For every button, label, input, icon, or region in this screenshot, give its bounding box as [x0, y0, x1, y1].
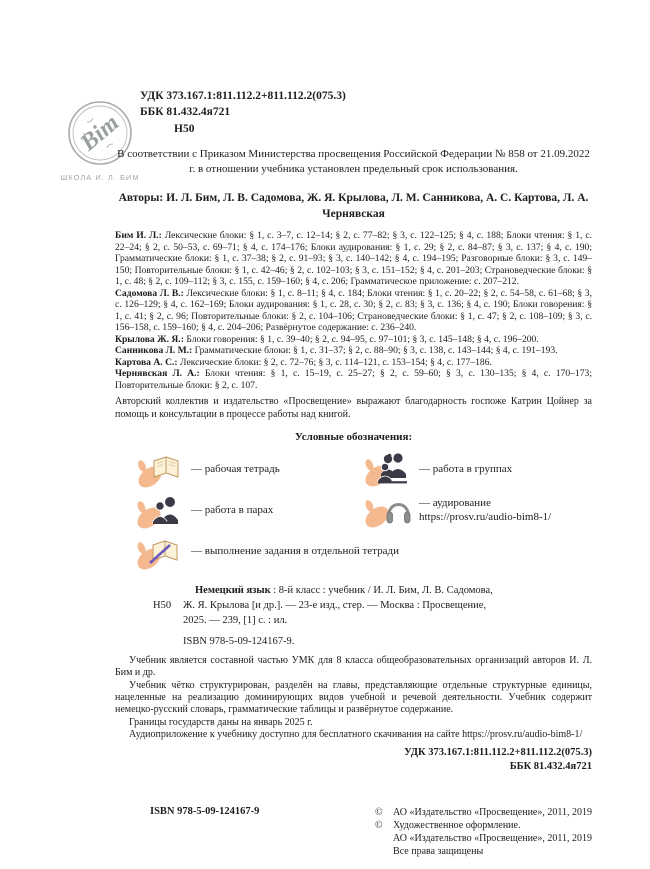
card-line-1-rest: : 8-й класс : учебник / И. Л. Бим, Л. В. Садомова, — [270, 585, 493, 597]
legend-audio-url: https://prosv.ru/audio-bim8-1/ — [419, 511, 552, 524]
copyright-line — [375, 845, 592, 858]
footer — [115, 806, 592, 858]
annotation-block — [115, 655, 592, 742]
legend-label: — выполнение задания в отдельной тетради — [191, 544, 399, 557]
copyright-text: Все права защищены — [393, 845, 484, 857]
legend-item-audio — [365, 491, 592, 529]
group-work-icon — [365, 450, 411, 488]
credit-text: Лексические блоки: § 1, с. 8–11; § 4, с. 184; Блоки чтения: § 1, с. 20–22; § 2, с. 54–58, с. 61–68; § 3, с. 126–129; § 4, с. 162–169; Блоки аудирования: § 1, с. 28, с. 30; § 2, с. 83; § 3, с. 136; § 4, с. 190; Блоки говорения: § 1, с. 41; § 2, с. 96; Повторительные блоки: § 2, с. 104–106; Страноведческие блоки: § 1, с. 47; § 2, с. 108–109; § 3, с. 156–158, с. 159–160; § 4, с. 204–206; Развёрнутое содержание: с. 236–240. — [115, 287, 592, 334]
copyright-text: АО «Издательство «Просвещение», 2011, 2019 — [393, 832, 592, 844]
credit-author-name: Крылова Ж. Я.: — [115, 333, 184, 345]
authors-names: И. Л. Бим, Л. В. Садомова, Ж. Я. Крылова, Л. М. Санникова, А. С. Картова, Л. А. Чернявская — [166, 191, 589, 221]
credit-sannikova — [115, 345, 592, 357]
audio-headphones-icon — [365, 491, 411, 529]
card-line-2-text: Ж. Я. Крылова [и др.]. — 23-е изд., стер. — Москва : Просвещение, — [183, 600, 487, 612]
credit-author-name: Чернявская Л. А.: — [115, 368, 200, 380]
copyright-block — [375, 806, 592, 858]
copyright-line — [375, 806, 592, 819]
annotation-borders: Границы государств даны на январь 2025 г. — [129, 716, 313, 728]
annotation-structure: Учебник чётко структурирован, разделён на главы, представляющие отдельные структурные единицы, нацеленные на реализацию доминирующих видов учебной и речевой деятельности. Учебник содержит немецко-русский словарь, грамматические таблицы и развёрнутое содержание. — [115, 679, 592, 716]
udk-line-bottom: УДК 373.167.1:811.112.2+811.112.2(075.3) — [404, 746, 592, 758]
credit-author-name: Садомова Л. В.: — [115, 287, 184, 299]
bbk-line: ББК 81.432.4я721 — [140, 106, 231, 119]
pair-work-icon — [137, 491, 183, 529]
credit-bim — [115, 230, 592, 288]
credit-krylova — [115, 334, 592, 346]
legend-title: Условные обозначения: — [294, 431, 413, 444]
legend-item-notebook-task — [137, 532, 592, 570]
bbk-line-bottom: ББК 81.432.4я721 — [509, 760, 592, 772]
notebook-pen-icon — [137, 532, 183, 570]
isbn-footer: ISBN 978-5-09-124167-9 — [150, 805, 260, 817]
legend-item-group-work — [365, 450, 592, 488]
legend-label: — работа в группах — [419, 462, 513, 475]
catalog-card — [115, 583, 592, 649]
legend-item-workbook — [137, 450, 365, 488]
credit-text: Блоки говорения: § 1, с. 39–40; § 2, с. 94–95, с. 97–101; § 3, с. 145–148; § 4, с. 196–200. — [186, 333, 539, 345]
legend-label — [419, 496, 551, 525]
annotation-audio-download: Аудиоприложение к учебнику доступно для бесплатного скачивания на сайте https://prosv.ru/audio-bim8-1/ — [129, 729, 583, 741]
logo-caption: ШКОЛА И. Л. БИМ — [60, 173, 140, 182]
isbn-card-line: ISBN 978-5-09-124167-9. — [183, 635, 295, 647]
copyright-line — [375, 832, 592, 845]
card-line-2 — [115, 598, 592, 613]
catalog-code: Н50 — [174, 122, 195, 135]
copyright-symbol: © — [375, 819, 383, 831]
copyright-symbol: © — [375, 806, 383, 818]
credit-author-name: Бим И. Л.: — [115, 230, 162, 242]
annotation-umk: Учебник является составной частью УМК для 8 класса общеобразовательных организаций авторов И. Л. Бим и др. — [115, 654, 592, 679]
catalog-code-hanging: Н50 — [153, 600, 172, 612]
legend — [115, 450, 592, 570]
copyright-text: АО «Издательство «Просвещение», 2011, 2019 — [393, 806, 592, 818]
acknowledgement: Авторский коллектив и издательство «Просвещение» выражают благодарность госпоже Катрин Цойнер за помощь и консультации в процессе работы над книгой. — [115, 396, 592, 420]
copyright-symbol — [375, 845, 393, 858]
credits-block — [115, 230, 592, 391]
credit-text: Лексические блоки: § 2, с. 72–76; § 3, с. 114–121, с. 153–154; § 4, с. 177–186. — [180, 356, 492, 368]
head-codes — [140, 88, 592, 137]
legend-label: — работа в парах — [191, 503, 274, 516]
credit-author-name: Санникова Л. М.: — [115, 345, 193, 357]
credit-text: Грамматические блоки: § 1, с. 31–37; § 2, с. 88–90; § 3, с. 138, с. 143–144; § 4, с. 191–193. — [194, 345, 558, 357]
copyright-line — [375, 819, 592, 832]
card-line-3: 2025. — 239, [1] с. : ил. — [183, 615, 288, 627]
codes-right — [115, 746, 592, 774]
workbook-icon — [137, 450, 183, 488]
legend-label: — рабочая тетрадь — [191, 462, 280, 475]
ministry-notice: В соответствии с Приказом Министерства просвещения Российской Федерации № 858 от 21.09.2022 г. в отношении учебника установлен предельный срок использования. — [117, 147, 590, 175]
copyright-text: Художественное оформление. — [393, 819, 521, 831]
credit-author-name: Картова А. С.: — [115, 356, 178, 368]
credit-text: Лексические блоки: § 1, с. 3–7, с. 12–14; § 2, с. 77–82; § 3, с. 122–125; § 4, с. 188; Блоки чтения: § 1, с. 22–24; § 2, с. 50–53, с. 69–71; § 4, с. 174–176; Блоки аудирования: § 1, с. 29; § 2, с. 84–87; § 3, с. 137; § 4, с. 190; Грамматические блоки: § 1, с. 37–38; § 2, с. 91–93; § 3, с. 140–142; § 4, с. 194–195; Разговорные блоки: § 3, с. 149–150; Повторительные блоки: § 1, с. 42–46; § 2, с. 102–103; § 3, с. 151–152; § 4, с. 201–203; Страноведческие блоки: § 1, с. 48; § 2, с. 109–112; § 3, с. 155, с. 159–160; § 4, с. 206; Грамматическое приложение: с. 207–212. — [115, 230, 592, 288]
legend-audio-text: — аудирование — [419, 496, 491, 509]
book-title: Немецкий язык — [195, 585, 271, 597]
authors-label: Авторы: — [118, 191, 164, 204]
logo-monogram: Bim — [75, 109, 125, 157]
credit-kartova — [115, 357, 592, 369]
copyright-symbol — [375, 832, 393, 845]
card-line-1 — [115, 583, 592, 598]
legend-item-pair-work — [137, 491, 365, 529]
credit-chernyavskaya — [115, 368, 592, 391]
udk-line: УДК 373.167.1:811.112.2+811.112.2(075.3) — [140, 90, 346, 102]
credit-sadomova — [115, 288, 592, 334]
authors-line — [115, 190, 592, 223]
credit-text: Блоки чтения: § 1, с. 15–19, с. 25–27; § 2, с. 59–60; § 3, с. 130–135; § 4, с. 170–173; Повторительные блоки: § 2, с. 107. — [115, 368, 592, 391]
